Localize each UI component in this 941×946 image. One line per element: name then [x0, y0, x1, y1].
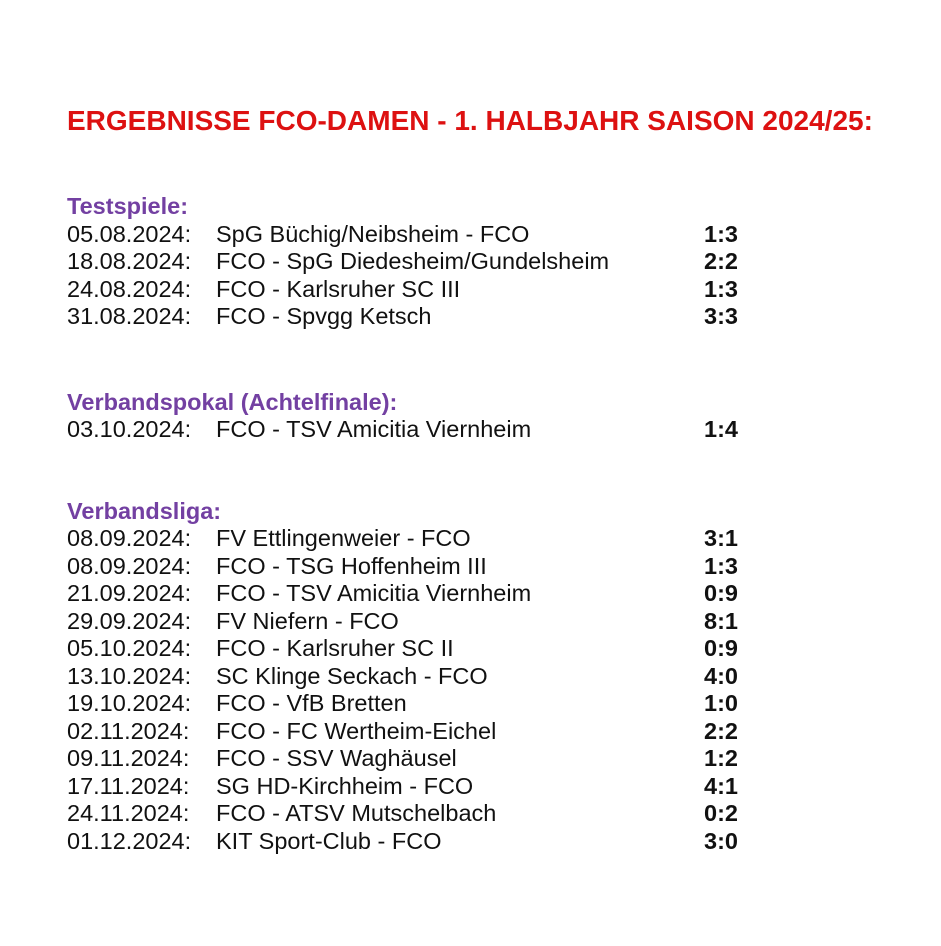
match-date: 03.10.2024: [67, 416, 192, 442]
match-date: 01.12.2024: [67, 827, 192, 854]
match-fixture: SG HD-Kirchheim - FCO [216, 772, 474, 799]
match-score: 1:3 [704, 552, 738, 579]
match-score: 4:1 [704, 772, 738, 799]
section-heading: Verbandspokal (Achtelfinale): [67, 388, 398, 415]
match-score: 3:0 [704, 827, 738, 854]
match-score: 3:1 [704, 525, 738, 551]
section-verbandspokal-achtelfinale [67, 389, 738, 444]
match-score: 8:1 [704, 607, 738, 634]
match-fixture: FCO - FC Wertheim-Eichel [216, 717, 497, 744]
section-heading: Verbandsliga: [67, 497, 222, 524]
match-fixture: FCO - Karlsruher SC II [216, 635, 454, 661]
sections-container [67, 193, 941, 855]
section-heading: Testspiele: [67, 193, 189, 219]
match-fixture: FCO - TSG Hoffenheim III [216, 552, 487, 579]
match-row [67, 608, 738, 636]
match-score: 1:4 [704, 416, 738, 442]
match-fixture: KIT Sport-Club - FCO [216, 827, 442, 854]
match-fixture: FCO - SSV Waghäusel [216, 745, 457, 771]
match-date: 19.10.2024: [67, 690, 192, 716]
match-fixture: FCO - VfB Bretten [216, 690, 407, 716]
match-date: 24.08.2024: [67, 275, 192, 302]
match-fixture: FCO - Karlsruher SC III [216, 275, 461, 302]
match-row [67, 416, 738, 444]
match-date: 18.08.2024: [67, 248, 192, 274]
match-date: 09.11.2024: [67, 745, 190, 771]
match-date: 08.09.2024: [67, 525, 192, 551]
match-date: 31.08.2024: [67, 303, 192, 329]
match-row [67, 663, 738, 691]
match-date: 24.11.2024: [67, 800, 190, 826]
match-score: 2:2 [704, 717, 738, 744]
match-fixture: FV Niefern - FCO [216, 607, 399, 634]
match-row [67, 745, 738, 773]
match-date: 13.10.2024: [67, 662, 192, 689]
match-row [67, 718, 738, 746]
match-fixture: FCO - TSV Amicitia Viernheim [216, 416, 532, 442]
match-fixture: FCO - Spvgg Ketsch [216, 303, 432, 329]
match-score: 0:2 [704, 800, 738, 826]
page-title: ERGEBNISSE FCO-DAMEN - 1. HALBJAHR SAISON 2024/25: [67, 105, 873, 136]
match-score: 3:3 [704, 303, 738, 329]
match-date: 05.08.2024: [67, 220, 192, 247]
match-date: 17.11.2024: [67, 772, 190, 799]
match-row [67, 221, 738, 249]
match-score: 1:3 [704, 275, 738, 302]
match-fixture: SC Klinge Seckach - FCO [216, 662, 488, 689]
match-score: 1:0 [704, 690, 738, 716]
match-date: 29.09.2024: [67, 607, 192, 634]
match-date: 02.11.2024: [67, 717, 190, 744]
section-verbandsliga [67, 498, 738, 856]
match-row [67, 525, 738, 553]
match-fixture: FCO - ATSV Mutschelbach [216, 800, 497, 826]
match-score: 0:9 [704, 635, 738, 661]
match-fixture: FCO - TSV Amicitia Viernheim [216, 580, 532, 606]
match-row [67, 553, 738, 581]
match-row [67, 773, 738, 801]
match-fixture: FV Ettlingenweier - FCO [216, 525, 471, 551]
match-score: 0:9 [704, 580, 738, 606]
match-date: 05.10.2024: [67, 635, 192, 661]
section-testspiele [67, 193, 738, 331]
match-row [67, 690, 738, 718]
match-date: 08.09.2024: [67, 552, 192, 579]
match-row [67, 580, 738, 608]
match-row [67, 248, 738, 276]
match-row [67, 800, 738, 828]
match-fixture: SpG Büchig/Neibsheim - FCO [216, 220, 530, 247]
match-row [67, 276, 738, 304]
match-row [67, 303, 738, 331]
match-row [67, 635, 738, 663]
match-score: 4:0 [704, 662, 738, 689]
match-score: 1:3 [704, 220, 738, 247]
match-date: 21.09.2024: [67, 580, 192, 606]
match-score: 2:2 [704, 248, 738, 274]
match-fixture: FCO - SpG Diedesheim/Gundelsheim [216, 248, 610, 274]
match-score: 1:2 [704, 745, 738, 771]
match-row [67, 828, 738, 856]
